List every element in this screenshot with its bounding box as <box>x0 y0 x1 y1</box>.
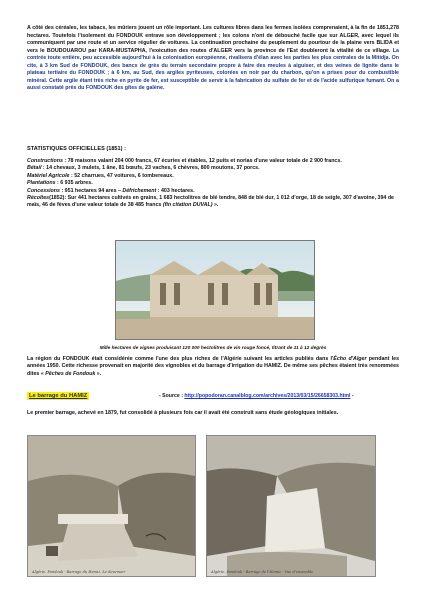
paragraph-vignobles: La région du FONDOUK était considérée comme l'une des plus riches de l'Algérie suivant les articles publiés dans l'Écho d'Alger pendant les années 1950. Cette richesse provenait en majorité des vignobles et du barrage d'irrigation du HAMIZ. De même ses pêches étaient très renommées dites « Pêches de Fondouk ». <box>27 356 400 377</box>
stats-constructions: Constructions : 78 maisons valant 204 000 francs, 67 écuries et étables, 12 puits et norias d'une valeur totale de 2 900 francs. <box>27 158 342 164</box>
hamiz-heading-row <box>27 392 407 402</box>
dam-right-caption: Algérie. Fondouk - Barrage de l'Hamiz - Vue d'ensemble <box>211 570 314 574</box>
winery-illustration <box>116 241 314 339</box>
stats-plantations: Plantations : 6 935 arbres. <box>27 180 93 187</box>
intro-paragraph <box>27 25 399 93</box>
source-link[interactable]: http://popodoran.canalblog.com/archives/2013/03/15/26658303.html <box>184 393 351 399</box>
stats-recoltes: Récoltes(1852): Sur 441 hectares cultivés en grains, 1 683 hectolitres de blé tendre, 848 de blé dur, 1 012 d'orge, 18 de seigle, 307 d'avoine, 394 de maïs, 46 de fèves d'une valeur totale de 38 485 francs (fin citation DUVAL) ». <box>27 195 395 209</box>
stats-betail: Bétail : 14 chevaux, 3 mulets, 1 âne, 81 bœufs, 23 vaches, 6 chèvres, 800 moutons, 37 porcs. <box>27 165 260 172</box>
stats-materiel: Matériel Agricole : 52 charrues, 47 voitures, 6 tombereaux. <box>27 172 174 179</box>
dam-illustration-right <box>207 436 375 576</box>
winery-caption: Mille hectares de vignes produisant 120 000 hectolitres de vin rouge foncé, titrant de 11 à 12 degrés <box>99 346 327 351</box>
stats-concessions: Concessions : 951 hectares 94 ares – Défrichement : 403 hectares. <box>27 187 195 194</box>
winery-photo <box>115 240 315 340</box>
paragraph-barrage: Le premier barrage, achevé en 1879, fut consolidé à plusieurs fois car il avait été construit sans étude géologiques initiales. <box>27 410 339 416</box>
dam-left-caption: Algérie. Fondouk - Barrage du Hamiz. Le déversoir <box>32 570 126 574</box>
stats-list <box>27 158 399 210</box>
source-line: - Source : http://popodoran.canalblog.com/archives/2013/03/15/26658303.html - <box>159 393 354 399</box>
dam-photo-left <box>27 435 196 577</box>
hamiz-heading: Le barrage du HAMIZ <box>29 393 88 399</box>
intro-text: A côté des céréales, les tabacs, les mûriers jouent un rôle important. Les cultures libres dans les fermes isolées comprenaient, à la fin de 1851,278 hectares. Toutefois l'isolement du FONDOUK entrave son développement ; les colons n'ont de débouché facile que sur ALGER, avec lequel ils communiquent par une route et un service régulier de voitures. La continuation prochaine du peuplement du pourtour de la plaine vers BLIDA et vers le BOUDOUAROU par KARA-MUSTAPHA, l'exécution des routes d'ALGER vers la province de l'Est doubleront la vitalité de ce village. <box>27 25 399 54</box>
stats-title: STATISTIQUES OFFICIELLES (1851) : <box>27 146 126 152</box>
dam-photo-right <box>206 435 376 577</box>
dam-illustration-left <box>28 436 195 576</box>
intro-text-blue: La contrée toute entière, peu accessible aujourd'hui à la colonisation européenne, rivalisera d'élan avec les parties les plus centrales de la Mitidja. On cite, à 3 km Sud de FONDOUK, des bancs de grès du terrain secondaire propre à faire des meules à aiguiser, et des veines de lignite dans le plateau tertiaire du FONDOUK ; à 6 km, au Sud, des argiles pyriteuses, colorées en noir par du charbon, qu'on a prises pour du combustible minéral. Cette argile étant très riche en pyrite de fer, est susceptible de servir à la fabrication du sulfate de fer et de l'acide sulfurique fumant. On a aussi constaté près du FONDOUK des gîtes de galène. <box>27 47 399 92</box>
